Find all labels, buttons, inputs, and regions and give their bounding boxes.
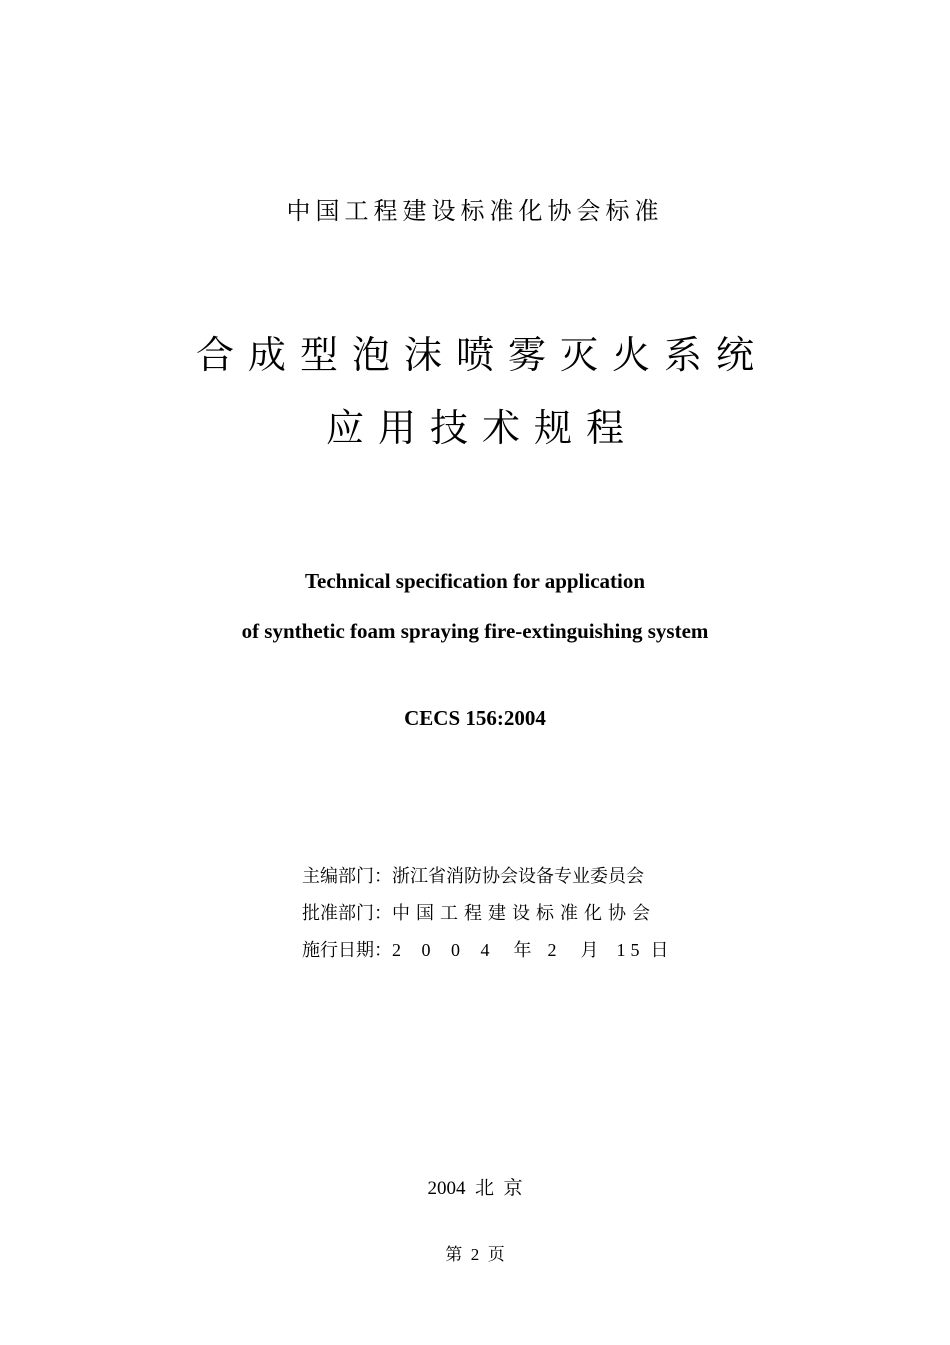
english-title-line-2: of synthetic foam spraying fire-extinguishing system — [241, 619, 709, 643]
editor-row — [302, 858, 669, 895]
effective-date-label: 施行日期： — [302, 940, 392, 961]
effective-year: 2 0 0 4 — [392, 940, 498, 960]
approver-row — [302, 895, 669, 932]
effective-date-value — [392, 932, 669, 969]
year-unit: 年 — [513, 940, 532, 961]
effective-month: 2 — [547, 940, 557, 960]
editor-value: 浙江省消防协会设备专业委员会 — [392, 866, 644, 887]
approver-value: 中国工程建设标准化协会 — [392, 903, 656, 924]
issuing-body-standard: 中国工程建设标准化协会标准 — [286, 197, 664, 225]
effective-day: 15 — [616, 940, 645, 960]
standard-code: CECS 156:2004 — [404, 706, 546, 730]
day-unit: 日 — [650, 940, 669, 961]
publication-place-date: 2004 北 京 — [427, 1178, 523, 1199]
editor-label: 主编部门： — [302, 866, 392, 887]
english-title-line-1: Technical specification for application — [304, 569, 646, 593]
publication-info — [302, 858, 669, 969]
chinese-title-line-1: 合成型泡沫喷雾灭火系统 — [195, 333, 768, 377]
month-unit: 月 — [580, 940, 599, 961]
approver-label: 批准部门： — [302, 903, 392, 924]
effective-date-row — [302, 932, 669, 969]
chinese-title-line-2: 应用技术规程 — [325, 406, 638, 450]
page-number: 第 2 页 — [445, 1245, 505, 1264]
